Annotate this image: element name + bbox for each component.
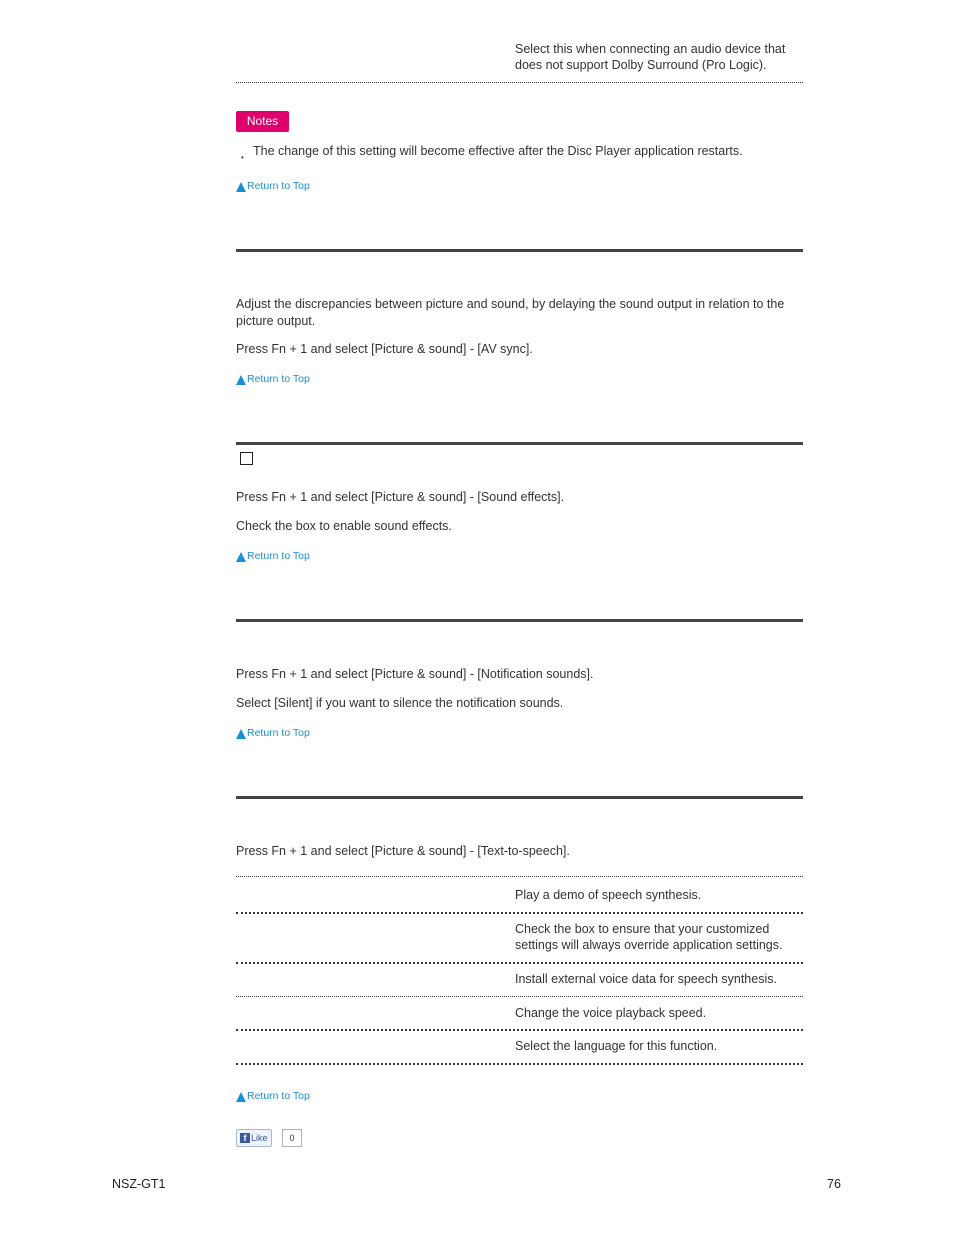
footer-model: NSZ-GT1 <box>112 1177 166 1191</box>
facebook-like-count: 0 <box>282 1129 302 1147</box>
notification-sounds-hint: Select [Silent] if you want to silence the notification sounds. <box>236 696 564 710</box>
table-divider <box>236 82 803 83</box>
setting-description: Install external voice data for speech synthesis. <box>515 972 777 986</box>
setting-description: Check the box to ensure that your customized settings will always override application settings. <box>515 922 783 952</box>
return-to-top-link[interactable] <box>236 180 310 192</box>
facebook-like-button[interactable] <box>236 1129 272 1147</box>
facebook-like-label: Like <box>251 1133 268 1143</box>
return-to-top-link[interactable] <box>236 373 310 385</box>
return-to-top-link[interactable] <box>236 727 310 739</box>
section-rule <box>236 619 803 622</box>
facebook-icon: f <box>240 1133 250 1143</box>
table-divider <box>236 996 803 997</box>
table-divider <box>236 912 803 914</box>
up-triangle-icon <box>236 375 246 385</box>
return-to-top-link[interactable] <box>236 1090 310 1102</box>
note-text: The change of this setting will become effective after the Disc Player application restarts. <box>253 144 743 158</box>
sound-effects-instruction: Press Fn + 1 and select [Picture & sound] - [Sound effects]. <box>236 490 565 504</box>
av-sync-instruction: Press Fn + 1 and select [Picture & sound] - [AV sync]. <box>236 342 533 356</box>
table-divider <box>236 1063 803 1065</box>
setting-description: Select the language for this function. <box>515 1039 718 1053</box>
section-rule <box>236 796 803 799</box>
setting-description: Play a demo of speech synthesis. <box>515 888 702 902</box>
setting-description: Change the voice playback speed. <box>515 1006 707 1020</box>
checkbox-icon <box>240 452 253 465</box>
av-sync-description: Adjust the discrepancies between picture and sound, by delaying the sound output in relation to the picture output. <box>236 297 785 328</box>
sound-effects-hint: Check the box to enable sound effects. <box>236 519 452 533</box>
up-triangle-icon <box>236 182 246 192</box>
text-to-speech-instruction: Press Fn + 1 and select [Picture & sound] - [Text-to-speech]. <box>236 844 570 858</box>
return-to-top-label: Return to Top <box>247 550 310 562</box>
table-divider <box>236 876 803 877</box>
section-rule <box>236 249 803 252</box>
bullet-icon: • <box>241 153 244 162</box>
table-divider <box>236 962 803 964</box>
up-triangle-icon <box>236 729 246 739</box>
return-to-top-label: Return to Top <box>247 373 310 385</box>
table-divider <box>236 1029 803 1031</box>
return-to-top-label: Return to Top <box>247 727 310 739</box>
section-rule <box>236 442 803 445</box>
up-triangle-icon <box>236 1092 246 1102</box>
return-to-top-link[interactable] <box>236 550 310 562</box>
page-number: 76 <box>827 1177 841 1191</box>
return-to-top-label: Return to Top <box>247 180 310 192</box>
return-to-top-label: Return to Top <box>247 1090 310 1102</box>
notification-sounds-instruction: Press Fn + 1 and select [Picture & sound] - [Notification sounds]. <box>236 667 594 681</box>
up-triangle-icon <box>236 552 246 562</box>
notes-badge: Notes <box>236 111 289 132</box>
setting-description: Select this when connecting an audio device that does not support Dolby Surround (Pro Logic). <box>515 42 786 72</box>
